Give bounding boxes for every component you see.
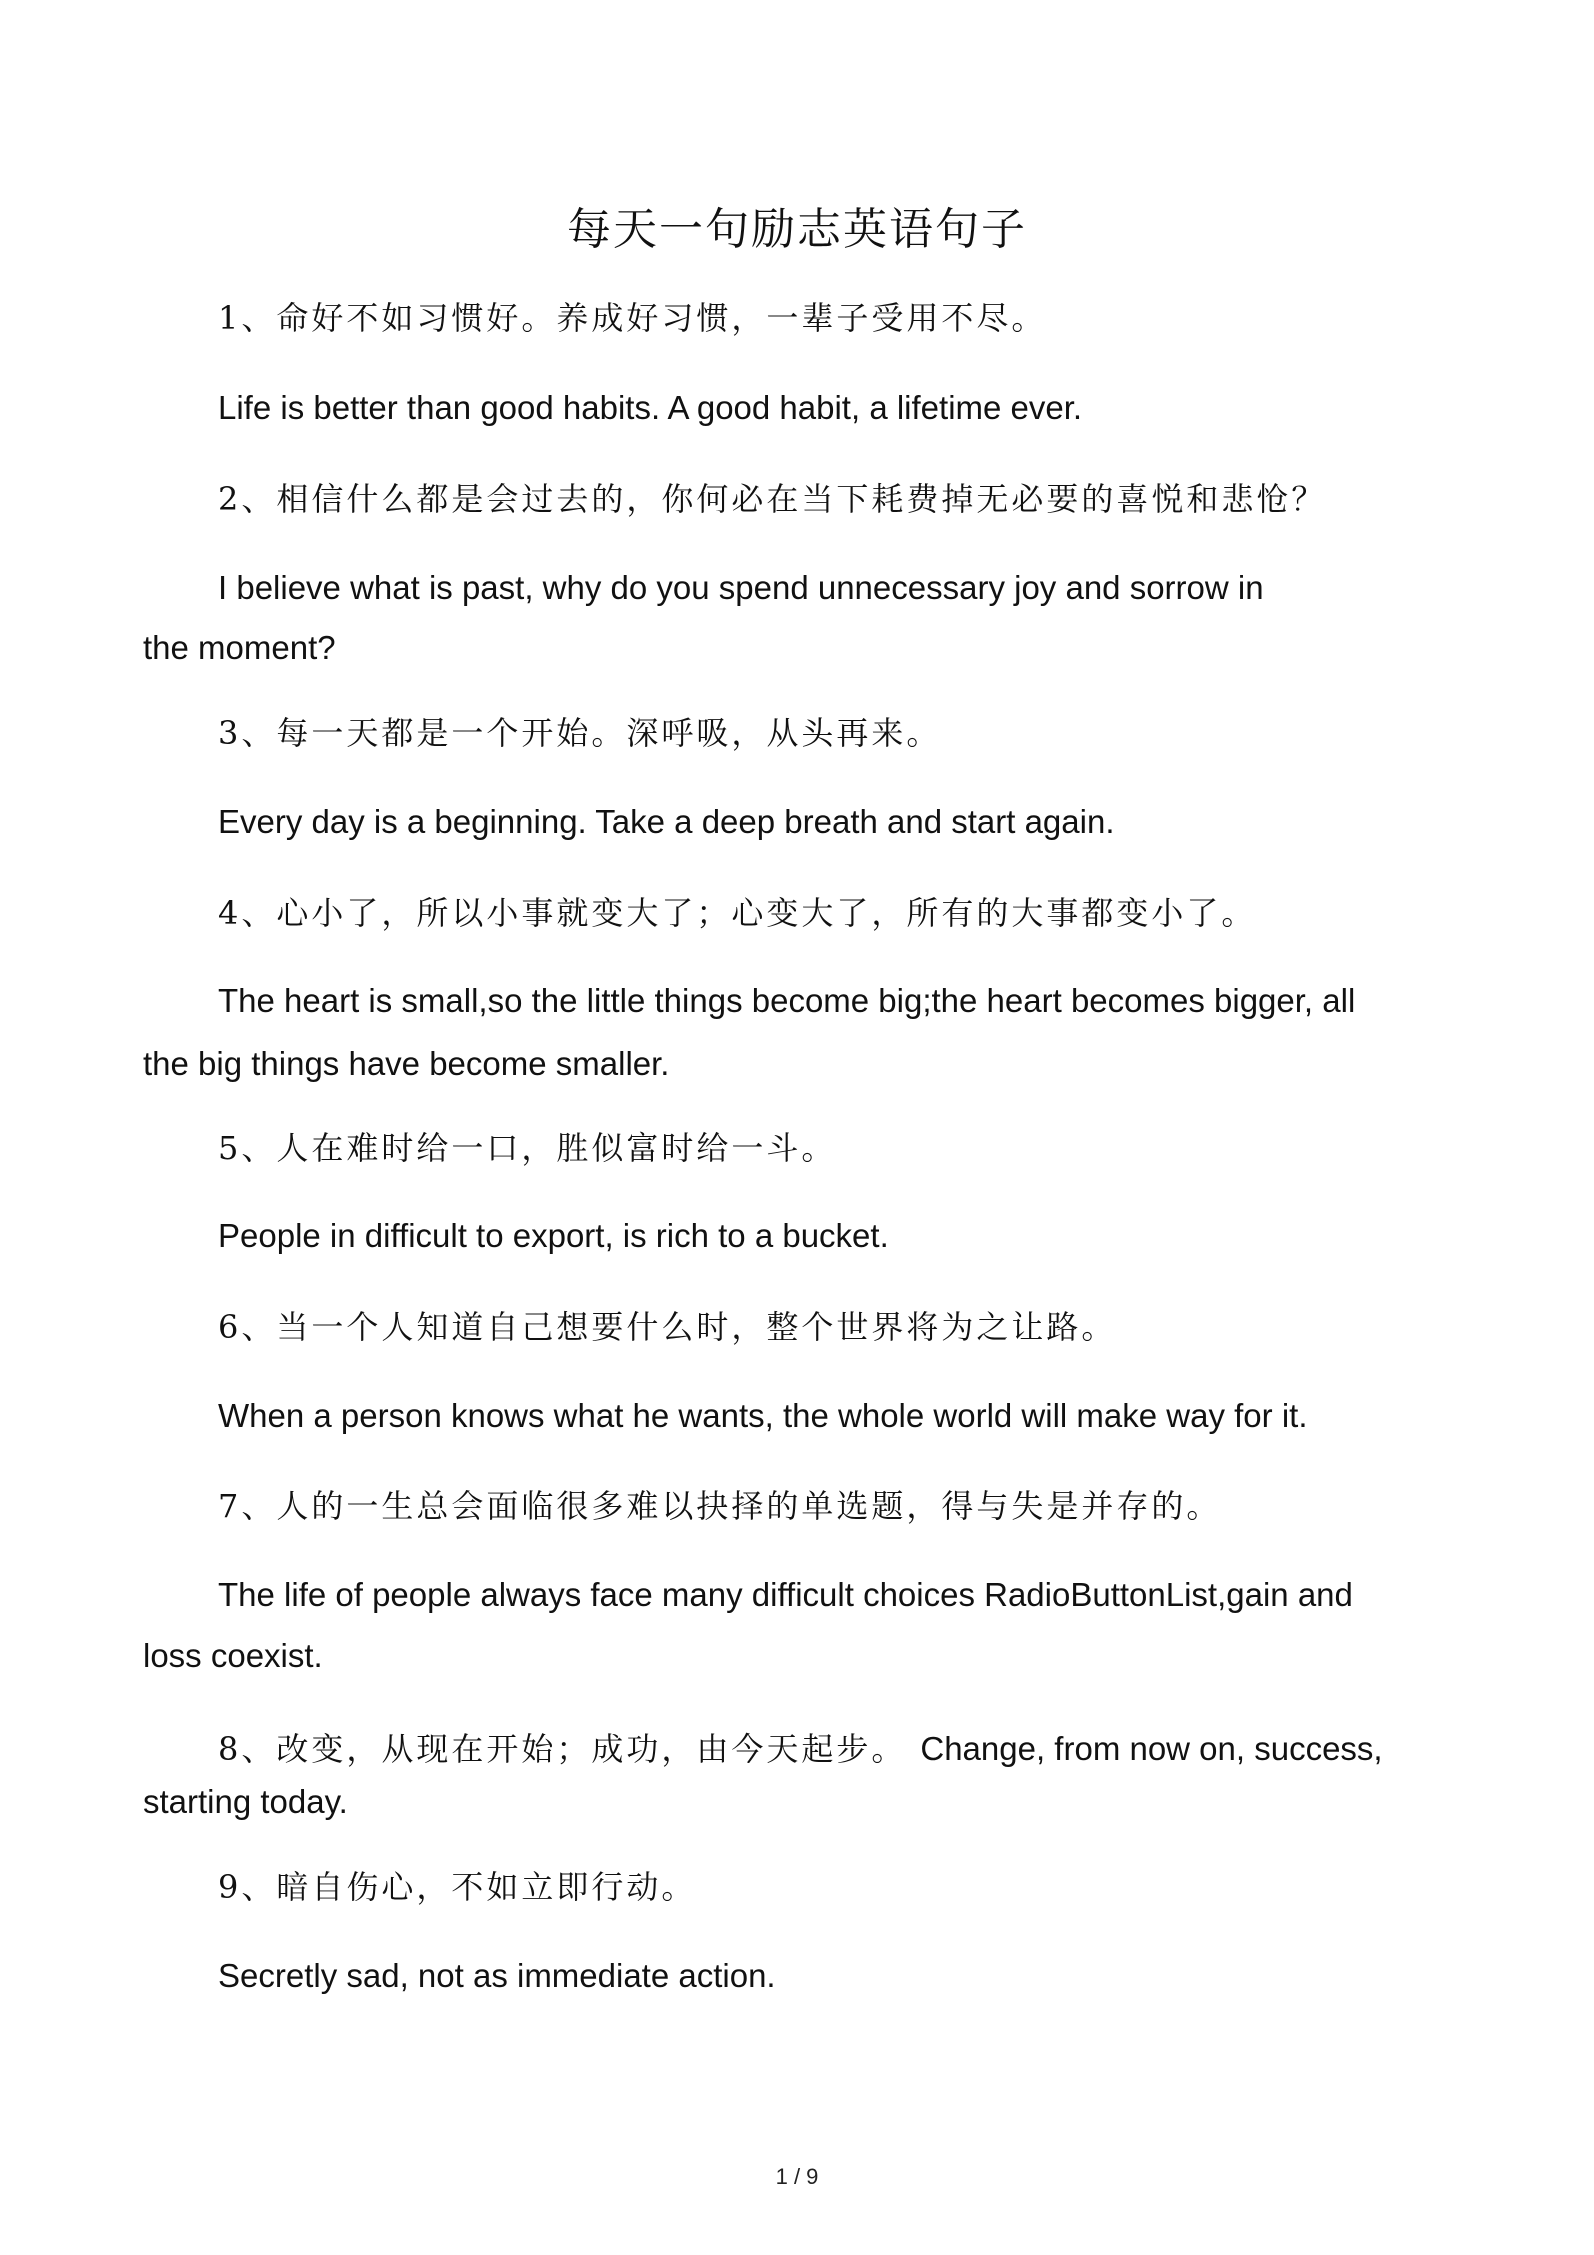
sentence-1-chinese: 1、命好不如习惯好。养成好习惯，一辈子受用不尽。 [218, 299, 1047, 337]
sentence-8-row [218, 1727, 1383, 1771]
sentence-8-english: Change, from now on, success, [920, 1730, 1383, 1767]
sentence-4-english-continued: the big things have become smaller. [143, 1045, 670, 1082]
sentence-2-chinese: 2、相信什么都是会过去的，你何必在当下耗费掉无必要的喜悦和悲怆？ [218, 480, 1327, 518]
sentence-5-chinese: 5、人在难时给一口，胜似富时给一斗。 [218, 1129, 837, 1167]
sentence-8-chinese: 8、改变，从现在开始；成功，由今天起步。 [218, 1730, 907, 1768]
sentence-4-english: The heart is small,so the little things become big;the heart becomes bigger, all [218, 982, 1356, 1019]
sentence-3-chinese: 3、每一天都是一个开始。深呼吸，从头再来。 [218, 714, 942, 752]
sentence-3-english: Every day is a beginning. Take a deep breath and start again. [218, 803, 1115, 840]
sentence-6-english: When a person knows what he wants, the whole world will make way for it. [218, 1397, 1308, 1434]
sentence-2-english: I believe what is past, why do you spend unnecessary joy and sorrow in [218, 569, 1264, 606]
sentence-4-chinese: 4、心小了，所以小事就变大了；心变大了，所有的大事都变小了。 [218, 894, 1257, 932]
sentence-9-english: Secretly sad, not as immediate action. [218, 1957, 776, 1994]
sentence-7-chinese: 7、人的一生总会面临很多难以抉择的单选题，得与失是并存的。 [218, 1487, 1222, 1525]
sentence-9-chinese: 9、暗自伤心，不如立即行动。 [218, 1868, 697, 1906]
document-title: 每天一句励志英语句子 [567, 204, 1027, 255]
sentence-2-english-continued: the moment? [143, 629, 336, 666]
sentence-6-chinese: 6、当一个人知道自己想要什么时，整个世界将为之让路。 [218, 1308, 1117, 1346]
sentence-7-english-continued: loss coexist. [143, 1637, 323, 1674]
sentence-5-english: People in difficult to export, is rich to a bucket. [218, 1217, 889, 1254]
page-number: 1 / 9 [775, 2164, 819, 2189]
sentence-1-english: Life is better than good habits. A good habit, a lifetime ever. [218, 389, 1083, 426]
sentence-7-english: The life of people always face many difficult choices RadioButtonList,gain and [218, 1576, 1353, 1613]
sentence-8-english-continued: starting today. [143, 1783, 348, 1820]
